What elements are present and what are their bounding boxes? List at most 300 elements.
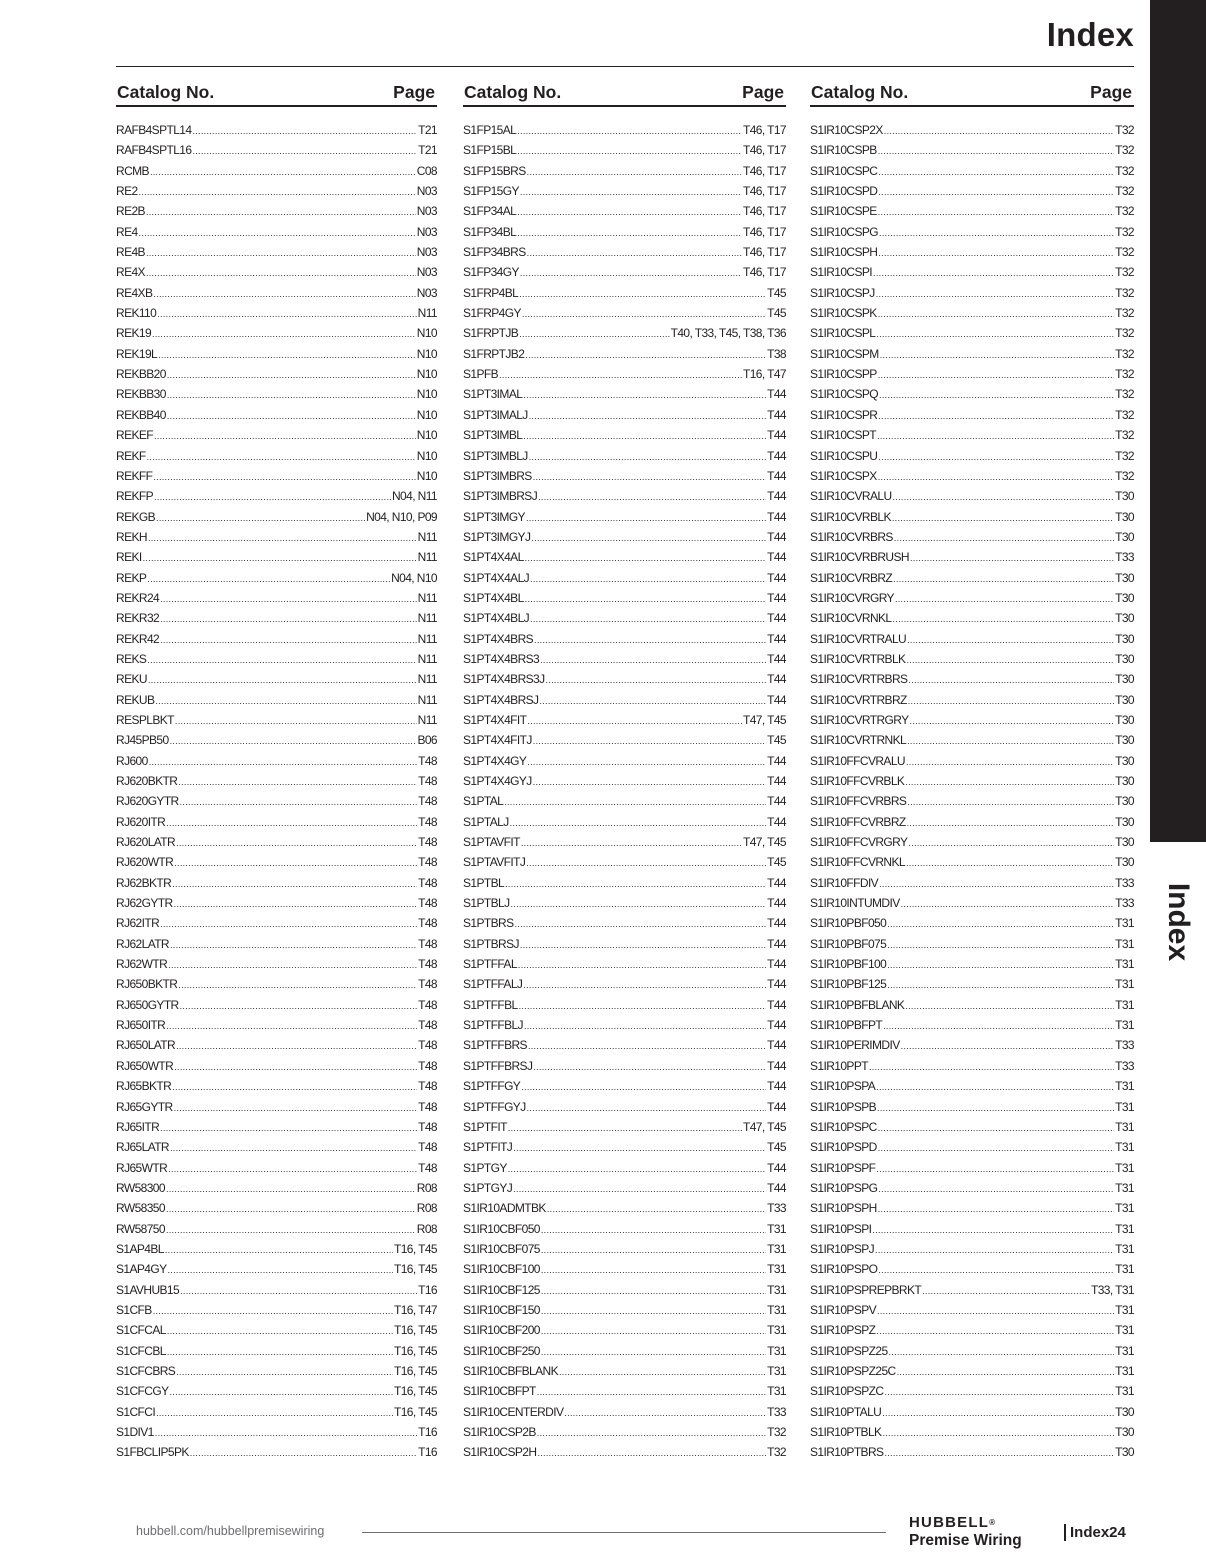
page-reference: T30 [1115,774,1134,788]
index-entry [463,1038,786,1058]
index-entry [463,530,786,550]
dot-leader [887,919,1114,929]
page-reference: T31 [767,1363,786,1378]
index-entry [116,855,437,875]
dot-leader [878,248,1114,258]
page-reference: T48 [418,1038,437,1053]
dot-leader [895,594,1114,604]
index-entry [116,428,437,448]
index-entry [463,977,786,997]
dot-leader [907,797,1114,807]
dot-leader [537,1387,766,1397]
dot-leader [897,1367,1115,1377]
page-reference: T44 [767,896,786,911]
page-reference: T45 [767,855,786,870]
dot-leader [165,1245,393,1255]
page-reference: T46, T17 [742,143,786,158]
dot-leader [906,757,1114,767]
catalog-number: RJ65WTR [116,1160,168,1175]
page-reference: T31 [767,1302,786,1317]
index-entry [463,754,786,774]
page-reference: T30 [1115,733,1134,748]
page-reference: T31 [1115,1323,1134,1338]
page-reference: T48 [418,875,437,890]
catalog-number: S1IR10CBFBLANK [463,1363,558,1378]
index-entry [810,367,1134,387]
dot-leader [893,614,1115,624]
page-reference: N03 [416,265,437,280]
dot-leader [168,960,417,970]
dot-leader [905,777,1114,787]
catalog-number: S1IR10FFDIV [810,875,879,890]
page-reference: B06 [417,733,437,748]
page-reference: T31 [1115,936,1134,951]
catalog-number: REKP [116,570,147,585]
index-entry [116,1161,437,1181]
index-entry [810,225,1134,245]
page-reference: T31 [1115,1302,1134,1317]
index-entry [810,204,1134,224]
page-reference: T16 [418,1282,437,1297]
page-reference: T48 [418,1099,437,1114]
page-reference: T16, T45 [393,1384,437,1399]
catalog-number: S1CFCBRS [116,1363,176,1378]
page-reference: N11 [417,550,437,565]
dot-leader [527,167,742,177]
page-reference: N10 [416,367,437,382]
catalog-number: RAFB4SPTL16 [116,143,192,158]
catalog-number: RW58300 [116,1180,165,1195]
index-entry [463,876,786,896]
dot-leader [517,207,742,217]
dot-leader [153,1306,393,1316]
catalog-number: S1IR10CVRTRALU [810,631,907,646]
index-entry [463,1222,786,1242]
column-header [463,80,786,107]
index-entry [116,1120,437,1140]
dot-leader [166,818,417,828]
page-reference: T32 [1115,346,1134,361]
catalog-number: S1PT3IMBRSJ [463,489,538,504]
dot-leader [908,838,1114,848]
catalog-number: S1IR10CVRNKL [810,611,892,626]
catalog-number: S1IR10CSP2X [810,123,883,137]
page-reference: T46, T17 [742,123,786,137]
dot-leader [537,1448,766,1458]
dot-leader [905,1001,1114,1011]
page-reference: T33 [1115,1058,1134,1073]
index-entry [810,408,1134,428]
index-entry [463,815,786,835]
page-reference: T32 [1115,387,1134,402]
page-reference: T30 [1115,631,1134,646]
side-tab-label: Index [1162,882,1195,962]
catalog-number: S1IR10FFCVRBLK [810,774,905,788]
dot-leader [156,513,365,523]
catalog-number: S1IR10CBF150 [463,1302,540,1317]
index-entry [463,286,786,306]
index-entry [463,896,786,916]
catalog-number: S1IR10PSPZ25 [810,1343,888,1358]
index-entry [810,326,1134,346]
dot-leader [884,1387,1114,1397]
page-reference: T32 [1115,306,1134,321]
catalog-number: S1PTFFAL [463,957,517,972]
page-reference: T31 [1115,1363,1134,1378]
page-reference: T44 [767,468,786,483]
page-reference: N11 [417,651,437,666]
index-entry [810,754,1134,774]
index-entry [810,286,1134,306]
index-entry [116,672,437,692]
dot-leader [139,228,416,238]
page-reference: T33 [767,1201,786,1216]
page-reference: N10 [416,428,437,443]
website-url[interactable]: hubbell.com/hubbellpremisewiring [136,1524,325,1538]
catalog-number: S1IR10CSPH [810,245,878,260]
dot-leader [887,940,1114,950]
index-entry [810,1384,1134,1404]
catalog-number: S1IR10CSPT [810,428,877,443]
title-divider [116,66,1134,67]
catalog-number: S1IR10CSPI [810,265,873,280]
dot-leader [174,1062,417,1072]
catalog-number: REKU [116,672,147,687]
page-reference: T48 [418,814,437,829]
page-reference: T16, T45 [393,1343,437,1358]
index-entry [810,1018,1134,1038]
page-reference: N10 [416,387,437,402]
dot-leader [526,513,766,523]
page-reference: T16, T45 [393,1241,437,1256]
page-reference: T30 [1115,814,1134,829]
page-reference: N03 [416,224,437,239]
dot-leader [148,675,417,685]
page-reference: T31 [767,1221,786,1236]
page-reference: T32 [1115,367,1134,382]
dot-leader [907,736,1114,746]
catalog-number: RJ45PB50 [116,733,169,748]
dot-leader [876,1164,1114,1174]
page-reference: T16, T45 [393,1262,437,1277]
page-reference: T44 [767,1099,786,1114]
index-entry [810,774,1134,794]
index-entry [116,1262,437,1282]
catalog-number: S1IR10PSPD [810,1140,877,1155]
catalog-no-header: Catalog No. [117,82,215,102]
index-entry [810,1283,1134,1303]
dot-leader [910,553,1114,563]
page-reference: T31 [1115,1119,1134,1134]
page-reference: T31 [1115,1079,1134,1094]
dot-leader [906,655,1114,665]
dot-leader [878,452,1114,462]
index-entry [810,306,1134,326]
page-reference: T30 [1115,651,1134,666]
index-entry [463,1344,786,1364]
dot-leader [518,960,766,970]
catalog-number: RJ620WTR [116,855,174,870]
page-header: Page [1090,82,1132,102]
index-entry [810,1038,1134,1058]
page-reference: N03 [416,285,437,300]
page-reference: T44 [767,672,786,687]
catalog-number: REKR42 [116,631,160,646]
dot-leader [519,289,766,299]
dot-leader [869,1062,1114,1072]
page-reference: N11 [417,306,437,321]
catalog-number: RCMB [116,163,149,178]
index-entry [810,835,1134,855]
page-reference: T16, T45 [393,1404,437,1419]
dot-leader [168,1164,417,1174]
dot-leader [523,431,766,441]
page-reference: T16, T47 [742,367,786,382]
dot-leader [160,919,417,929]
catalog-number: S1IR10CSPE [810,204,877,219]
catalog-number: RJ65ITR [116,1119,160,1134]
page-reference: T31 [1115,957,1134,972]
index-entry [810,387,1134,407]
entry-list [810,123,1134,1466]
catalog-number: S1PTFIT [463,1119,507,1134]
page-reference: T16, T45 [393,1323,437,1338]
dot-leader [877,1103,1114,1113]
page-reference: T44 [767,1160,786,1175]
page-reference: N10 [416,326,437,341]
dot-leader [148,533,417,543]
dot-leader [533,777,766,787]
index-entry [116,1445,437,1465]
dot-leader [879,390,1114,400]
dot-leader [155,1428,417,1438]
catalog-number: S1PFB [463,367,499,382]
dot-leader [170,1143,417,1153]
index-entry [810,123,1134,143]
catalog-number: S1PT4X4BRSJ [463,692,539,707]
index-column-3 [810,80,1134,1466]
index-entry [116,916,437,936]
dot-leader [528,1041,766,1051]
catalog-number: S1PTAVFIT [463,835,520,850]
dot-leader [541,1265,766,1275]
catalog-number: REKI [116,550,142,565]
dot-leader [170,736,417,746]
page-reference: N11 [417,611,437,626]
dot-leader [146,268,416,278]
page-reference: T45 [767,285,786,300]
page-reference: T31 [1115,1384,1134,1399]
catalog-number: S1IR10PBF050 [810,916,887,931]
index-entry [463,1384,786,1404]
page-reference: T47, T45 [742,835,786,850]
catalog-number: S1IR10PSPZC [810,1384,884,1399]
catalog-number: REKFF [116,468,153,483]
catalog-number: S1PTFFBLJ [463,1018,523,1033]
catalog-number: S1IR10CSPR [810,407,878,422]
index-entry [463,265,786,285]
catalog-number: S1AP4BL [116,1241,164,1256]
index-entry [810,530,1134,550]
catalog-number: S1PTAL [463,794,504,809]
index-entry [116,1079,437,1099]
index-entry [116,1038,437,1058]
page-reference: T44 [767,1038,786,1053]
page-reference: T38 [767,346,786,361]
page-reference: T44 [767,509,786,524]
page-reference: T31 [1115,1221,1134,1236]
index-entry [810,550,1134,570]
page-reference: T44 [767,529,786,544]
dot-leader [169,1387,393,1397]
dot-leader [564,1408,766,1418]
index-entry [116,367,437,387]
index-entry [810,571,1134,591]
dot-leader [167,370,416,380]
side-tab-bar [1150,0,1206,842]
index-entry [810,1242,1134,1262]
dot-leader [533,1062,766,1072]
index-entry [116,977,437,997]
catalog-number: S1IR10PSPG [810,1180,878,1195]
page-reference: T32 [767,1425,786,1439]
page-reference: T44 [767,570,786,585]
index-entry [810,1425,1134,1445]
page-reference: T30 [1115,1404,1134,1419]
page-reference: T30 [1115,570,1134,585]
page-reference: T31 [767,1262,786,1277]
page-reference: T30 [1115,753,1134,768]
index-entry [810,510,1134,530]
index-entry [463,1018,786,1038]
index-entry [463,794,786,814]
dot-leader [519,329,669,339]
index-entry [810,1059,1134,1079]
catalog-number: S1IR10CSPG [810,224,879,239]
index-entry [463,937,786,957]
page-reference: N11 [417,712,437,727]
dot-leader [522,309,766,319]
dot-leader [168,1265,393,1275]
page-reference: T32 [1115,224,1134,239]
page-reference: T44 [767,794,786,809]
index-entry [116,164,437,184]
catalog-number: S1FBCLIP5PK [116,1445,189,1460]
dot-leader [547,1204,766,1214]
catalog-number: S1IR10PSPB [810,1099,877,1114]
page-reference: T30 [1115,672,1134,687]
index-entry [116,1201,437,1221]
catalog-number: S1DIV1 [116,1425,154,1439]
dot-leader [875,1245,1114,1255]
dot-leader [525,553,766,563]
dot-leader [523,980,766,990]
dot-leader [538,492,766,502]
page-reference: T44 [767,1079,786,1094]
dot-leader [154,431,416,441]
index-entry [116,204,437,224]
catalog-number: S1PT4X4AL [463,550,524,565]
dot-leader [541,1347,766,1357]
index-entry [463,774,786,794]
index-entry [463,652,786,672]
page-reference: T31 [1115,977,1134,992]
catalog-number: REKF [116,448,146,463]
index-entry [463,591,786,611]
dot-leader [877,431,1114,441]
page-reference: R08 [416,1180,437,1195]
index-entry [810,1405,1134,1425]
page-reference: T32 [1115,285,1134,300]
index-entry [810,1344,1134,1364]
catalog-number: S1IR10PPT [810,1058,868,1073]
catalog-number: RJ620LATR [116,835,176,850]
page-reference: T48 [418,1058,437,1073]
dot-leader [540,655,766,665]
dot-leader [878,146,1114,156]
page-reference: T47, T45 [742,712,786,727]
page-reference: T30 [1115,529,1134,544]
catalog-number: S1PT4X4GY [463,753,527,768]
dot-leader [559,1367,766,1377]
entry-list [463,123,786,1466]
catalog-number: RJ620GYTR [116,794,179,809]
dot-leader [527,248,742,258]
catalog-number: S1PTGY [463,1160,507,1175]
catalog-number: S1IR10CBF050 [463,1221,540,1236]
index-entry [116,225,437,245]
dot-leader [894,533,1114,543]
dot-leader [878,1265,1114,1275]
index-entry [116,652,437,672]
catalog-number: S1FP15GY [463,184,519,199]
dot-leader [878,1143,1114,1153]
index-entry [116,1384,437,1404]
catalog-number: S1IR10PTBLK [810,1425,882,1439]
catalog-number: S1PT4X4FIT [463,712,527,727]
page-reference: T44 [767,774,786,788]
dot-leader [530,614,766,624]
page-reference: T30 [1115,855,1134,870]
catalog-number: S1IR10CSP2H [463,1445,537,1460]
catalog-number: S1IR10FFCVRNKL [810,855,905,870]
dot-leader [546,675,767,685]
index-entry [116,1100,437,1120]
dot-leader [531,533,766,543]
catalog-number: S1IR10CVRBRZ [810,570,893,585]
index-entry [116,876,437,896]
column-header [116,80,437,107]
index-entry [116,469,437,489]
dot-leader [160,635,417,645]
index-entry [810,855,1134,875]
index-entry [116,794,437,814]
dot-leader [539,696,766,706]
page-reference: T44 [767,631,786,646]
dot-leader [901,899,1114,909]
dot-leader [922,1286,1090,1296]
page-reference: T44 [767,590,786,605]
catalog-number: REKEF [116,428,154,443]
catalog-number: S1CFB [116,1302,152,1317]
page-reference: N10 [416,346,437,361]
catalog-number: RJ650GYTR [116,997,179,1012]
dot-leader [533,736,766,746]
catalog-number: S1IR10CSPX [810,468,877,483]
column-header [810,80,1134,107]
dot-leader [146,248,416,258]
catalog-number: REKBB30 [116,387,166,402]
